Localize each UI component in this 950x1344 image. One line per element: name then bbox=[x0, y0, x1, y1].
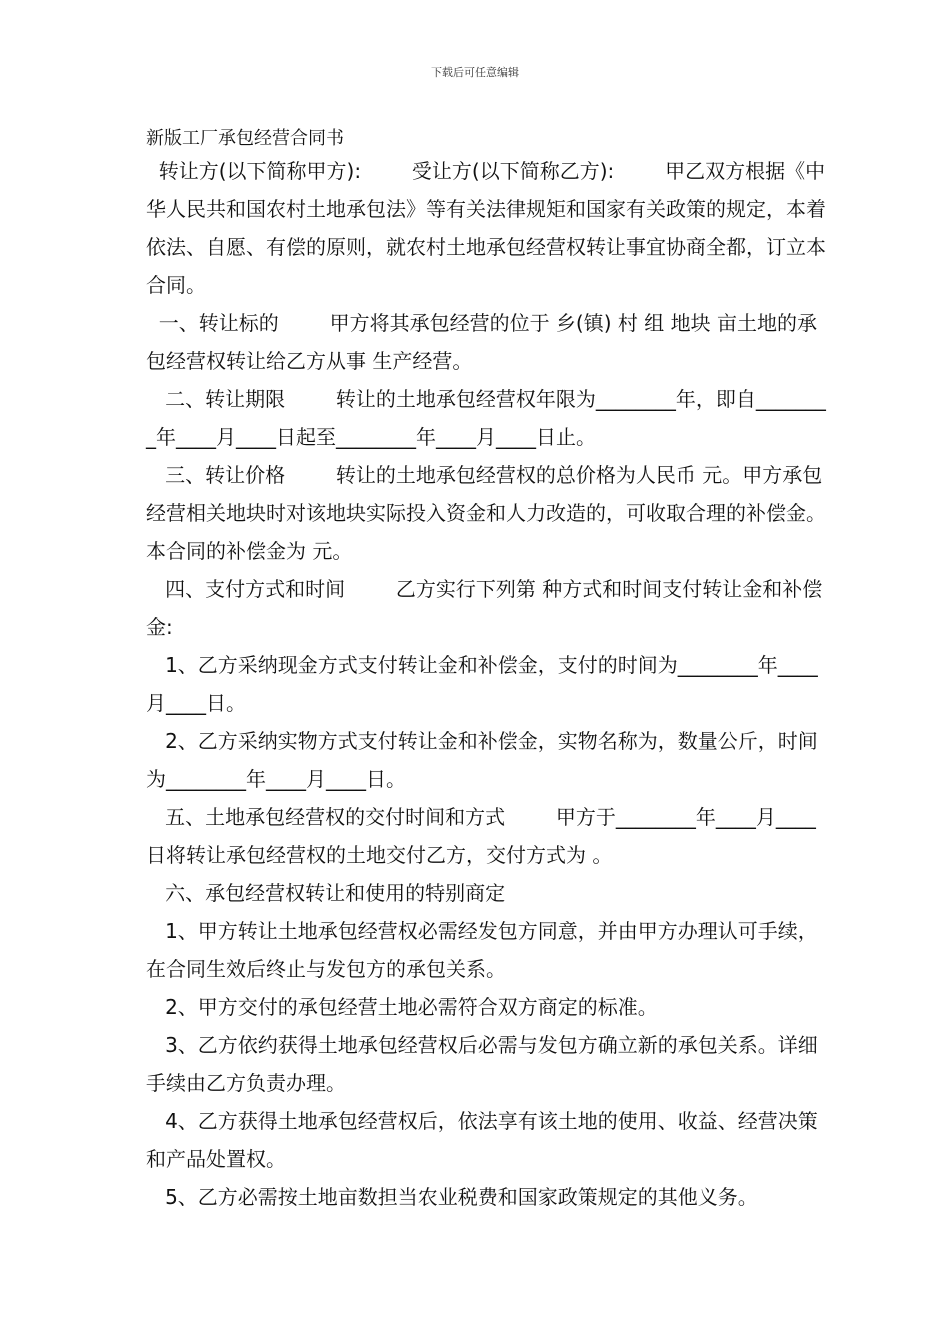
paragraph-term-5: 5、乙方必需按土地亩数担当农业税费和国家政策规定的其他义务。 bbox=[146, 1185, 758, 1209]
paragraph-payment-goods: 2、乙方采纳实物方式支付转让金和补偿金，实物名称为，数量公斤，时间为________年____月____日。 bbox=[146, 729, 818, 791]
paragraph-price: 三、转让价格 转让的土地承包经营权的总价格为人民币 元。甲方承包经营相关地块时对该地块实际投入资金和人力改造的，可收取合理的补偿金。本合同的补偿金为 元。 bbox=[146, 463, 826, 563]
paragraph-term-2: 2、甲方交付的承包经营土地必需符合双方商定的标准。 bbox=[146, 995, 658, 1019]
paragraph-parties: 转让方(以下简称甲方): 受让方(以下简称乙方): 甲乙双方根据《中华人民共和国农村土地承包法》等有关法律规矩和国家有关政策的规定，本着依法、自愿、有偿的原则，就农村土地承包经营权转让事宜协商全都，订立本合同。 bbox=[146, 159, 826, 297]
paragraph-term-1: 1、甲方转让土地承包经营权必需经发包方同意，并由甲方办理认可手续，在合同生效后终止与发包方的承包关系。 bbox=[146, 919, 818, 981]
paragraph-payment: 四、支付方式和时间 乙方实行下列第 种方式和时间支付转让金和补偿金: bbox=[146, 577, 823, 639]
paragraph-subject: 一、转让标的 甲方将其承包经营的位于 乡(镇) 村 组 地块 亩土地的承包经营权转让给乙方从事 生产经营。 bbox=[146, 311, 817, 373]
paragraph-special-terms: 六、承包经营权转让和使用的特别商定 bbox=[146, 881, 506, 905]
paragraph-term-4: 4、乙方获得土地承包经营权后，依法享有该土地的使用、收益、经营决策和产品处置权。 bbox=[146, 1109, 818, 1171]
document-title: 新版工厂承包经营合同书 bbox=[146, 128, 344, 149]
paragraph-term: 二、转让期限 转让的土地承包经营权年限为________年，即自________年____月____日起至________年____月____日止。 bbox=[146, 387, 826, 449]
paragraph-term-3: 3、乙方依约获得土地承包经营权后必需与发包方确立新的承包关系。详细手续由乙方负责办理。 bbox=[146, 1033, 818, 1095]
header-note: 下载后可任意编辑 bbox=[431, 66, 519, 79]
paragraph-delivery: 五、土地承包经营权的交付时间和方式 甲方于________年____月____日将转让承包经营权的土地交付乙方，交付方式为 。 bbox=[146, 805, 816, 867]
paragraph-payment-cash: 1、乙方采纳现金方式支付转让金和补偿金，支付的时间为________年____月____日。 bbox=[146, 653, 818, 715]
document-body bbox=[146, 152, 826, 1216]
